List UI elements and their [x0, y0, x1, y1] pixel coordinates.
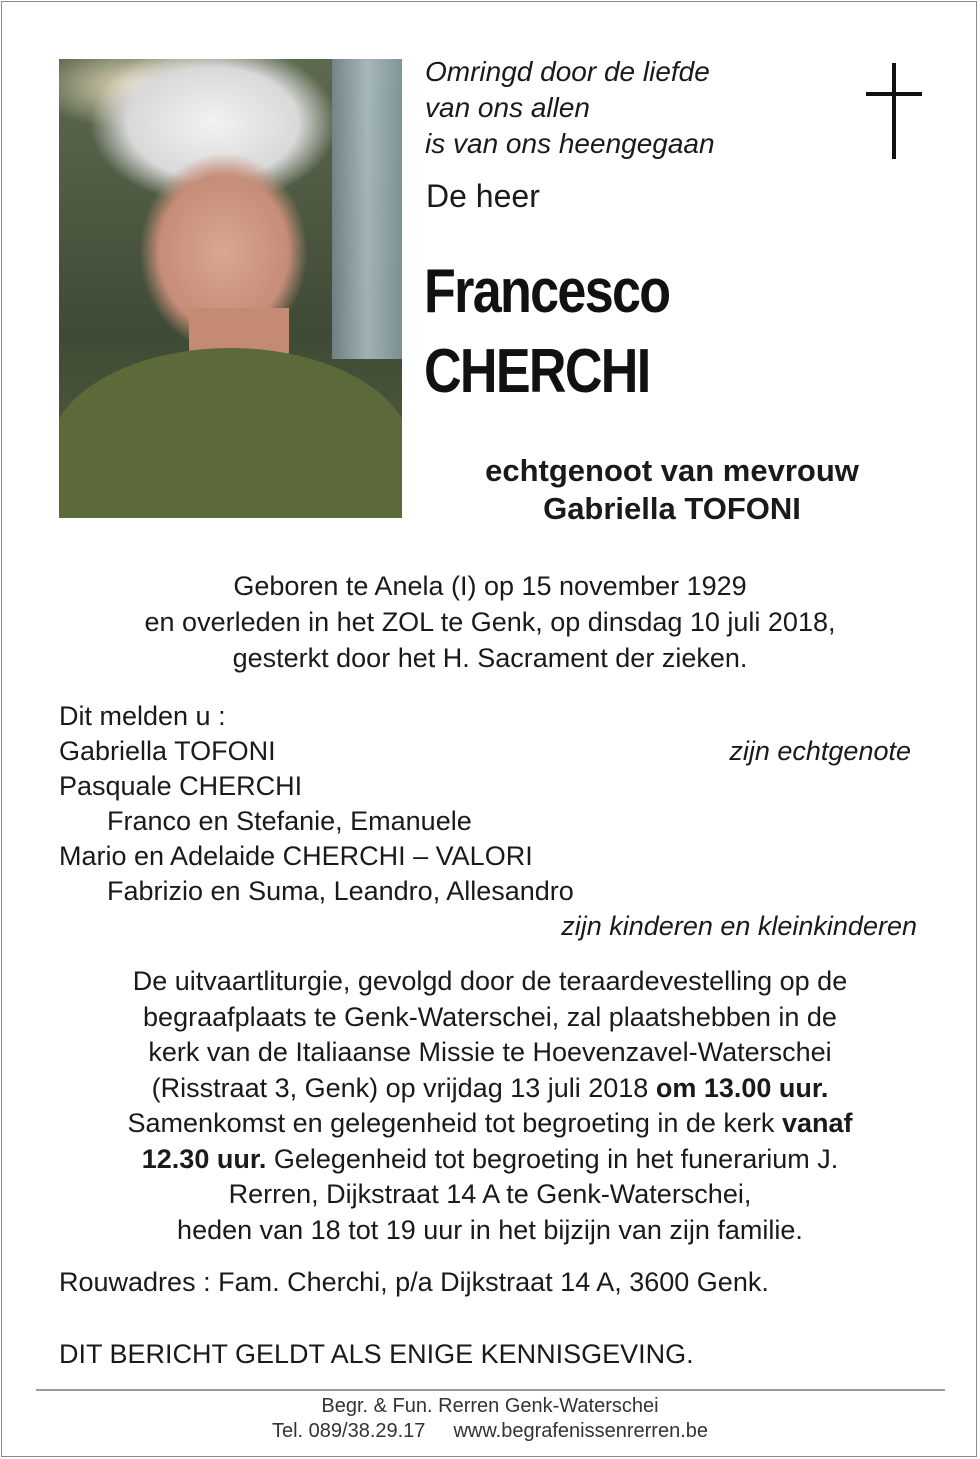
service-date: (Risstraat 3, Genk) op vrijdag 13 juli 2018: [151, 1072, 656, 1103]
service-line: De uitvaartliturgie, gevolgd door de teraardevestelling op de: [132, 966, 848, 996]
service-line: heden van 18 tot 19 uur in het bijzijn van zijn familie.: [177, 1214, 803, 1245]
family-member-name: Franco en Stefanie, Emanuele: [107, 806, 472, 836]
deceased-last-name: CHERCHI: [424, 337, 650, 406]
deceased-first-name: Francesco: [424, 257, 670, 326]
intro-text: [425, 54, 715, 162]
gathering-from: vanaf: [781, 1108, 853, 1138]
intro-line-1: Omringd door de liefde: [425, 56, 710, 87]
service-line: kerk van de Italiaanse Missie te Hoevenzavel-Waterschei: [148, 1037, 832, 1067]
family-member-role: zijn echtgenote: [729, 736, 911, 766]
footer-divider: [36, 1389, 945, 1391]
title-prefix: De heer: [426, 178, 540, 214]
website-link[interactable]: www.begrafenissenrerren.be: [453, 1420, 709, 1442]
family-member-name: Mario en Adelaide CHERCHI – VALORI: [59, 841, 533, 871]
family-member: [59, 734, 929, 769]
photo-shoulders: [59, 348, 402, 518]
gathering-text: Samenkomst en gelegenheid tot begroeting in de kerk: [127, 1108, 782, 1138]
service-line: Rerren, Dijkstraat 14 A te Genk-Waterschei,: [228, 1179, 752, 1209]
service-time: om 13.00 uur.: [655, 1072, 829, 1103]
birth-death-block: [0, 568, 980, 676]
family-member: [59, 804, 929, 839]
family-children-row: [59, 909, 929, 944]
children-role: zijn kinderen en kleinkinderen: [561, 911, 917, 941]
cross-horizontal-bar: [866, 92, 922, 96]
family-member-name: Pasquale CHERCHI: [59, 771, 303, 801]
spouse-name: Gabriella TOFONI: [543, 491, 801, 526]
family-block: [59, 699, 929, 944]
footer-contact: [0, 1419, 980, 1444]
phone-number: Tel. 089/38.29.17: [271, 1420, 426, 1442]
family-member: [59, 769, 929, 804]
family-member-name: Gabriella TOFONI: [59, 736, 276, 766]
service-block: [0, 964, 980, 1248]
funerarium-text: Gelegenheid tot begroeting in het funerarium J.: [266, 1143, 839, 1174]
cross-icon: [866, 63, 922, 159]
mourning-address: Rouwadres : Fam. Cherchi, p/a Dijkstraat 14 A, 3600 Genk.: [59, 1267, 769, 1297]
intro-line-2: van ons allen: [425, 92, 591, 123]
spouse-block: [402, 452, 942, 528]
spouse-relation: echtgenoot van mevrouw: [485, 453, 859, 488]
gathering-time: 12.30 uur.: [141, 1143, 267, 1174]
birth-line: Geboren te Anela (I) op 15 november 1929: [233, 571, 747, 601]
photo-background-window: [332, 59, 402, 359]
footer: [0, 1394, 980, 1444]
family-member: [59, 874, 929, 909]
family-member-name: Fabrizio en Suma, Leandro, Allesandro: [107, 876, 574, 906]
death-line: en overleden in het ZOL te Genk, op dinsdag 10 juli 2018,: [144, 607, 836, 637]
service-line: [0, 1071, 980, 1107]
intro-line-3: is van ons heengegaan: [425, 128, 715, 159]
service-line: begraafplaats te Genk-Waterschei, zal plaatshebben in de: [143, 1001, 837, 1032]
family-member: [59, 839, 929, 874]
family-heading: Dit melden u :: [59, 701, 226, 731]
service-line: [0, 1106, 980, 1142]
cross-vertical-bar: [892, 63, 896, 159]
portrait-photo: [59, 59, 402, 518]
sacrament-line: gesterkt door het H. Sacrament der zieken.: [232, 643, 748, 673]
official-notice: DIT BERICHT GELDT ALS ENIGE KENNISGEVING.: [59, 1339, 694, 1369]
service-line: [0, 1142, 980, 1178]
funeral-company: Begr. & Fun. Rerren Genk-Waterschei: [321, 1395, 659, 1417]
